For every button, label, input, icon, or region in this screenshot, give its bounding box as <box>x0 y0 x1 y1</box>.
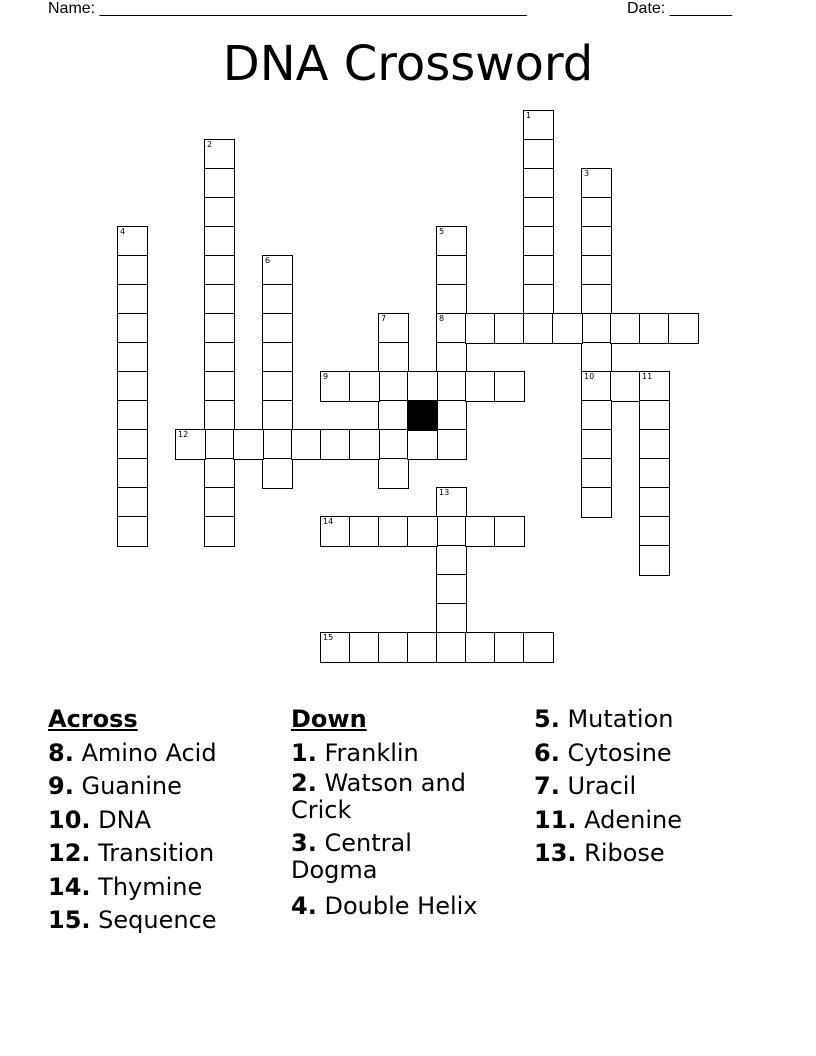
grid-cell[interactable] <box>262 284 293 315</box>
clue-number: 13 <box>439 488 450 497</box>
grid-cell[interactable] <box>494 313 525 344</box>
down-clues <box>291 703 501 924</box>
grid-cell[interactable] <box>552 313 583 344</box>
across-clues <box>48 703 278 938</box>
clue-across-15: 15. Sequence <box>48 906 217 934</box>
grid-cell[interactable] <box>117 342 148 373</box>
clue-down-4: 4. Double Helix <box>291 892 478 920</box>
grid-cell[interactable] <box>204 516 235 547</box>
clue-number: 6 <box>265 256 271 265</box>
grid-cell[interactable] <box>378 342 409 373</box>
grid-cell[interactable] <box>349 516 380 547</box>
grid-cell[interactable] <box>378 458 409 489</box>
grid-cell[interactable] <box>262 342 293 373</box>
grid-cell[interactable] <box>378 632 409 663</box>
grid-cell[interactable] <box>436 574 467 605</box>
clue-number: 7 <box>381 314 387 323</box>
grid-cell[interactable] <box>117 458 148 489</box>
grid-cell[interactable] <box>233 429 264 460</box>
grid-cell[interactable] <box>494 516 525 547</box>
grid-cell[interactable] <box>581 313 612 344</box>
grid-cell[interactable] <box>117 487 148 518</box>
clue-down-11: 11. Adenine <box>534 805 683 834</box>
clue-down-7: 7. Uracil <box>534 772 637 800</box>
clue-number: 10 <box>584 372 595 381</box>
grid-cell[interactable] <box>262 400 293 431</box>
grid-cell[interactable] <box>436 632 467 663</box>
grid-cell[interactable] <box>436 429 467 460</box>
grid-cell[interactable] <box>523 284 554 315</box>
clue-across-8: 8. Amino Acid <box>48 738 217 767</box>
grid-cell[interactable] <box>581 284 612 315</box>
grid-cell[interactable] <box>581 342 612 373</box>
clue-down-3: 3. Central Dogma <box>291 829 412 884</box>
grid-cell[interactable] <box>117 255 148 286</box>
grid-cell[interactable] <box>494 632 525 663</box>
grid-cell[interactable] <box>378 516 409 547</box>
down-heading: Down <box>291 705 367 733</box>
grid-cell[interactable] <box>465 516 496 547</box>
clue-number: 11 <box>642 372 653 381</box>
grid-cell[interactable] <box>320 632 351 663</box>
grid-cell[interactable] <box>204 400 235 431</box>
grid-cell[interactable] <box>436 603 467 634</box>
grid-cell[interactable] <box>465 313 496 344</box>
grid-cell[interactable] <box>378 313 409 344</box>
grid-cell[interactable] <box>436 342 467 373</box>
grid-cell[interactable] <box>117 284 148 315</box>
grid-cell[interactable] <box>349 371 380 402</box>
grid-cell[interactable] <box>204 197 235 228</box>
grid-cell[interactable] <box>175 429 206 460</box>
grid-cell[interactable] <box>436 400 467 431</box>
clue-down-6: 6. Cytosine <box>534 738 672 767</box>
grid-cell[interactable] <box>117 429 148 460</box>
page-title: DNA Crossword <box>222 36 594 92</box>
grid-cell[interactable] <box>204 226 235 257</box>
down-clues-continued <box>534 703 774 871</box>
grid-cell[interactable] <box>320 429 351 460</box>
grid-cell[interactable] <box>204 429 235 460</box>
grid-cell[interactable] <box>523 632 554 663</box>
grid-cell[interactable] <box>581 400 612 431</box>
grid-cell[interactable] <box>407 516 438 547</box>
grid-cell[interactable] <box>204 371 235 402</box>
grid-cell[interactable] <box>291 429 322 460</box>
grid-cell[interactable] <box>320 516 351 547</box>
grid-cell[interactable] <box>610 313 641 344</box>
grid-cell[interactable] <box>204 139 235 170</box>
grid-cell[interactable] <box>436 313 467 344</box>
grid-cell[interactable] <box>581 255 612 286</box>
grid-cell[interactable] <box>639 400 670 431</box>
grid-cell[interactable] <box>581 487 612 518</box>
grid-cell[interactable] <box>436 284 467 315</box>
grid-cell[interactable] <box>523 226 554 257</box>
clue-number: 2 <box>207 140 213 149</box>
clue-across-9: 9. Guanine <box>48 772 182 800</box>
grid-cell[interactable] <box>639 371 670 402</box>
grid-cell[interactable] <box>407 429 438 460</box>
across-heading: Across <box>48 705 138 733</box>
grid-cell[interactable] <box>436 516 467 547</box>
grid-cell[interactable] <box>581 168 612 199</box>
shaded-cell <box>407 400 438 431</box>
grid-cell[interactable] <box>581 429 612 460</box>
grid-cell[interactable] <box>204 255 235 286</box>
grid-cell[interactable] <box>581 226 612 257</box>
grid-cell[interactable] <box>378 429 409 460</box>
clue-number: 15 <box>323 633 334 642</box>
grid-cell[interactable] <box>523 168 554 199</box>
clue-down-5: 5. Mutation <box>534 705 674 733</box>
grid-cell[interactable] <box>668 313 699 344</box>
grid-cell[interactable] <box>117 400 148 431</box>
grid-cell[interactable] <box>523 139 554 170</box>
grid-cell[interactable] <box>581 197 612 228</box>
grid-cell[interactable] <box>639 429 670 460</box>
grid-cell[interactable] <box>349 632 380 663</box>
clue-down-2: 2. Watson and Crick <box>291 769 466 824</box>
clue-number: 12 <box>178 430 189 439</box>
grid-cell[interactable] <box>523 313 554 344</box>
grid-cell[interactable] <box>262 371 293 402</box>
grid-cell[interactable] <box>523 197 554 228</box>
grid-cell[interactable] <box>204 284 235 315</box>
clue-number: 14 <box>323 517 334 526</box>
clue-number: 4 <box>120 227 126 236</box>
clue-across-12: 12. Transition <box>48 839 215 867</box>
grid-cell[interactable] <box>639 487 670 518</box>
clue-number: 5 <box>439 227 445 236</box>
grid-cell[interactable] <box>262 255 293 286</box>
clue-number: 3 <box>584 169 590 178</box>
grid-cell[interactable] <box>204 458 235 489</box>
grid-cell[interactable] <box>320 371 351 402</box>
grid-cell[interactable] <box>117 371 148 402</box>
clue-number: 8 <box>439 314 445 323</box>
grid-cell[interactable] <box>436 255 467 286</box>
grid-cell[interactable] <box>117 226 148 257</box>
grid-cell[interactable] <box>639 458 670 489</box>
grid-cell[interactable] <box>465 371 496 402</box>
grid-cell[interactable] <box>436 487 467 518</box>
grid-cell[interactable] <box>262 313 293 344</box>
clue-down-13: 13. Ribose <box>534 839 665 867</box>
grid-cell[interactable] <box>581 371 612 402</box>
grid-cell[interactable] <box>262 429 293 460</box>
grid-cell[interactable] <box>581 458 612 489</box>
grid-cell[interactable] <box>204 342 235 373</box>
grid-cell[interactable] <box>610 371 641 402</box>
grid-cell[interactable] <box>436 545 467 576</box>
name-field-label: Name: ________________________________________________ <box>48 0 527 17</box>
clue-across-14: 14. Thymine <box>48 872 203 901</box>
grid-cell[interactable] <box>639 313 670 344</box>
grid-cell[interactable] <box>117 516 148 547</box>
grid-cell[interactable] <box>639 516 670 547</box>
grid-cell[interactable] <box>639 545 670 576</box>
grid-cell[interactable] <box>407 371 438 402</box>
grid-cell[interactable] <box>523 110 554 141</box>
grid-cell[interactable] <box>378 400 409 431</box>
grid-cell[interactable] <box>465 632 496 663</box>
grid-cell[interactable] <box>349 429 380 460</box>
grid-cell[interactable] <box>523 255 554 286</box>
grid-cell[interactable] <box>117 313 148 344</box>
date-field-label: Date: _______ <box>627 0 732 17</box>
clue-down-1: 1. Franklin <box>291 738 419 767</box>
grid-cell[interactable] <box>494 371 525 402</box>
clue-number: 1 <box>526 111 532 120</box>
grid-cell[interactable] <box>436 371 467 402</box>
grid-cell[interactable] <box>436 226 467 257</box>
clue-across-10: 10. DNA <box>48 805 152 834</box>
grid-cell[interactable] <box>204 313 235 344</box>
grid-cell[interactable] <box>204 487 235 518</box>
grid-cell[interactable] <box>262 458 293 489</box>
clue-number: 9 <box>323 372 329 381</box>
grid-cell[interactable] <box>204 168 235 199</box>
grid-cell[interactable] <box>378 371 409 402</box>
grid-cell[interactable] <box>407 632 438 663</box>
